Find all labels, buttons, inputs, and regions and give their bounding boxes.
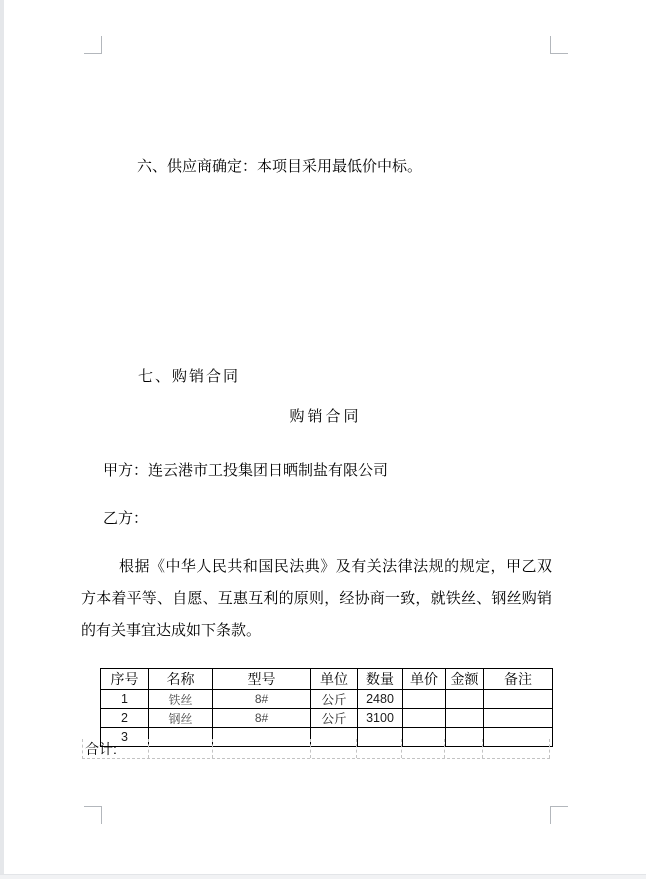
cell-unit[interactable]: 公斤 [311, 690, 358, 709]
app-background-bottom-edge [0, 874, 646, 879]
party-b-line: 乙方： [103, 510, 149, 527]
cell-remark[interactable] [484, 690, 553, 709]
header-unit: 单位 [311, 669, 358, 690]
header-amount: 金额 [446, 669, 484, 690]
cell-amount[interactable] [446, 690, 484, 709]
cell-remark[interactable] [484, 709, 553, 728]
cell-seq[interactable]: 2 [101, 709, 149, 728]
cell-seq[interactable]: 1 [101, 690, 149, 709]
contract-title: 购销合同 [289, 408, 362, 425]
header-remark: 备注 [484, 669, 553, 690]
margin-crop-mark-top-left [84, 36, 102, 54]
total-cell[interactable] [311, 739, 358, 758]
margin-crop-mark-bottom-left [84, 806, 102, 824]
total-cell[interactable] [483, 739, 550, 758]
cell-price[interactable] [403, 709, 446, 728]
total-label[interactable]: 合计: [83, 739, 149, 758]
cell-seq[interactable]: 3 [101, 728, 149, 747]
total-cell[interactable] [357, 739, 402, 758]
margin-crop-mark-top-right [550, 36, 568, 54]
contract-intro-paragraph: 根据《中华人民共和国民法典》及有关法律法规的规定，甲乙双方本着平等、自愿、互惠互利的原则，经协商一致，就铁丝、钢丝购销的有关事宜达成如下条款。 [81, 558, 552, 639]
table-row [101, 690, 553, 709]
app-background-left-edge [0, 0, 4, 879]
section-heading-purchase-contract: 七、购销合同 [138, 368, 241, 385]
margin-crop-mark-bottom-right [550, 806, 568, 824]
cell-model[interactable]: 8# [213, 690, 311, 709]
table-row [101, 709, 553, 728]
cell-unit[interactable]: 公斤 [311, 709, 358, 728]
header-seq: 序号 [101, 669, 149, 690]
cell-amount[interactable] [446, 709, 484, 728]
cell-name[interactable]: 钢丝 [149, 709, 213, 728]
cell-model[interactable]: 8# [213, 709, 311, 728]
header-price: 单价 [403, 669, 446, 690]
contract-items-table [100, 668, 553, 747]
header-qty: 数量 [358, 669, 403, 690]
total-cell[interactable] [445, 739, 483, 758]
cell-qty[interactable]: 2480 [358, 690, 403, 709]
cell-qty[interactable]: 3100 [358, 709, 403, 728]
party-a-line: 甲方：连云港市工投集团日晒制盐有限公司 [103, 462, 389, 479]
total-cell[interactable] [213, 739, 311, 758]
table-total-row [82, 739, 550, 759]
header-name: 名称 [149, 669, 213, 690]
section-heading-supplier-determination: 六、供应商确定：本项目采用最低价中标。 [137, 158, 423, 175]
table-header-row [101, 669, 553, 690]
cell-name[interactable]: 铁丝 [149, 690, 213, 709]
total-cell[interactable] [149, 739, 213, 758]
cell-price[interactable] [403, 690, 446, 709]
total-cell[interactable] [402, 739, 445, 758]
header-model: 型号 [213, 669, 311, 690]
